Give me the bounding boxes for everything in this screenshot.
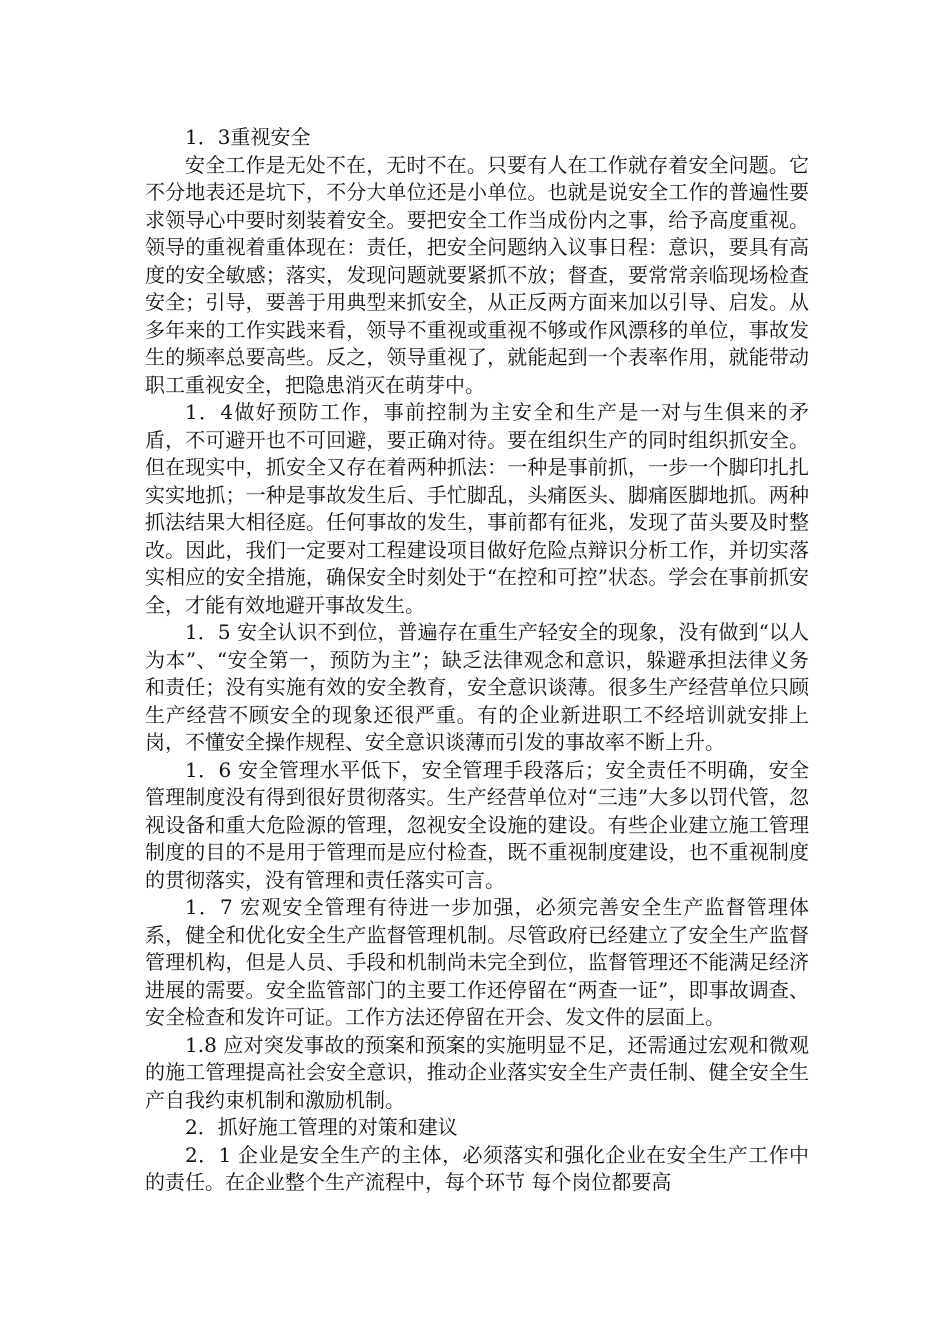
paragraph-1-6-management: 1．6 安全管理水平低下，安全管理手段落后；安全责任不明确，安全管理制度没有得到很好贯彻落实。生产经营单位对“三违”大多以罚代管，忽视设备和重大危险源的管理，忽视安全设施的建设。有些企业建立施工管理制度的目的不是用于管理而是应付检查，既不重视制度建设，也不重视制度的贯彻落实，没有管理和责任落实可言。 [145, 757, 809, 892]
paragraph-safety-importance: 安全工作是无处不在，无时不在。只要有人在工作就存着安全问题。它不分地表还是坑下，不分大单位还是小单位。也就是说安全工作的普遍性要求领导心中要时刻装着安全。要把安全工作当成份内之事，给予高度重视。领导的重视着重体现在：责任，把安全问题纳入议事日程：意识，要具有高度的安全敏感；落实，发现问题就要紧抓不放；督查，要常常亲临现场检查安全；引导，要善于用典型来抓安全，从正反两方面来加以引导、启发。从多年来的工作实践来看，领导不重视或重视不够或作风漂移的单位，事故发生的频率总要高些。反之，领导重视了，就能起到一个表率作用，就能带动职工重视安全，把隐患消灭在萌芽中。 [145, 152, 809, 397]
paragraph-1-5-awareness: 1．5 安全认识不到位，普遍存在重生产轻安全的现象，没有做到“以人为本”、“安全第一，预防为主”；缺乏法律观念和意识，躲避承担法律义务和责任；没有实施有效的安全教育，安全意识谈薄。很多生产经营单位只顾生产经营不顾安全的现象还很严重。有的企业新进职工不经培训就安排上岗，不懂安全操作规程、安全意识谈薄而引发的事故率不断上升。 [145, 620, 809, 754]
paragraph-1-8-emergency: 1.8 应对突发事故的预案和预案的实施明显不足，还需通过宏观和微观的施工管理提高社会安全意识，推动企业落实安全生产责任制、健全安全生产自我约束机制和激励机制。 [145, 1032, 809, 1112]
paragraph-1-4-prevention: 1．4做好预防工作，事前控制为主安全和生产是一对与生俱来的矛盾，不可避开也不可回避，要正确对待。要在组织生产的同时组织抓安全。但在现实中，抓安全又存在着两种抓法：一种是事前抓，一步一个脚印扎扎实实地抓；一种是事故发生后、手忙脚乱，头痛医头、脚痛医脚地抓。两种抓法结果大相径庭。任何事故的发生，事前都有征兆，发现了苗头要及时整改。因此，我们一定要对工程建设项目做好危险点辩识分析工作，并切实落实相应的安全措施，确保安全时刻处于“在控和可控”状态。学会在事前抓安全，才能有效地避开事故发生。 [145, 400, 809, 617]
paragraph-2-1-enterprise: 2．1 企业是安全生产的主体，必须落实和强化企业在安全生产工作中的责任。在企业整个生产流程中，每个环节 每个岗位都要高 [145, 1142, 809, 1194]
document-body [145, 124, 809, 1197]
paragraph-1-7-macro-management: 1．7 宏观安全管理有待进一步加强，必须完善安全生产监督管理体系，健全和优化安全生产监督管理机制。尽管政府已经建立了安全生产监督管理机构，但是人员、手段和机制尚未完全到位，监督管理还不能满足经济进展的需要。安全监管部门的主要工作还停留在“两查一证”，即事故调查、安全检查和发许可证。工作方法还停留在开会、发文件的层面上。 [145, 895, 809, 1029]
section-heading-2: 2．抓好施工管理的对策和建议 [185, 1115, 458, 1139]
section-heading-1-3: 1．3重视安全 [185, 125, 311, 149]
